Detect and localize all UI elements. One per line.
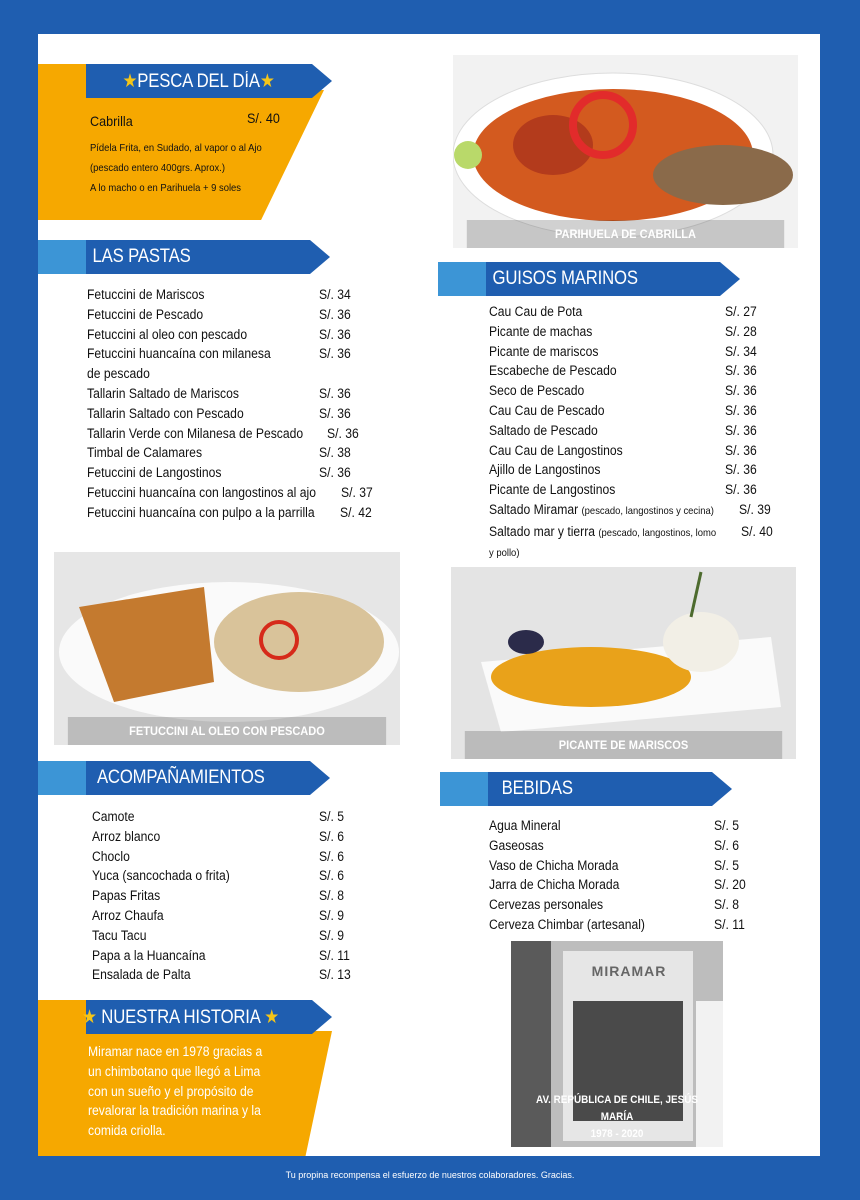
- item-name: Saltado de Pescado: [489, 422, 598, 438]
- list-item: [87, 463, 359, 483]
- item-name: Seco de Pescado: [489, 383, 585, 399]
- storefront-caption-2: 1978 - 2020: [590, 1128, 644, 1140]
- item-name: Tallarin Verde con Milanesa de Pescado: [87, 425, 304, 441]
- item-price: S/. 6: [319, 868, 344, 884]
- item-name: Fetuccini huancaína con milanesa: [87, 346, 271, 362]
- list-item: [87, 443, 359, 463]
- item-price: S/. 36: [319, 346, 351, 362]
- list-item: [87, 305, 359, 325]
- item-price: S/. 36: [327, 425, 359, 441]
- item-name: Saltado Miramar: [489, 501, 579, 517]
- item-price: [319, 364, 355, 384]
- guisos-list: [489, 302, 774, 563]
- storefront-photo: [511, 941, 723, 1147]
- footer-note: Tu propina recompensa el esfuerzo de nuestros colaboradores. Gracias.: [285, 1170, 575, 1180]
- item-price: S/. 36: [319, 465, 351, 481]
- item-price: S/. 36: [319, 306, 351, 322]
- item-name: Choclo: [92, 848, 130, 864]
- item-name: Ajillo de Langostinos: [489, 462, 601, 478]
- item-name: Escabeche de Pescado: [489, 363, 617, 379]
- item-name: Agua Mineral: [489, 818, 561, 833]
- item-price: S/. 13: [319, 967, 351, 983]
- item-price: S/. 28: [725, 323, 757, 339]
- list-item: [92, 866, 359, 886]
- star-icon: ★: [259, 70, 275, 92]
- list-item: [489, 875, 754, 895]
- parihuela-photo: [453, 55, 798, 248]
- list-item: [87, 364, 359, 384]
- item-price: S/. 42: [339, 504, 372, 520]
- item-name: de pescado: [87, 366, 150, 382]
- item-price: S/. 34: [319, 287, 351, 302]
- list-item: [489, 816, 754, 836]
- item-price: S/. 6: [319, 848, 344, 864]
- item-price: S/. 40: [741, 523, 774, 539]
- item-name: Fetuccini al oleo con pescado: [87, 326, 248, 342]
- item-name: Cerveza Chimbar (artesanal): [489, 916, 645, 932]
- item-price: S/. 27: [725, 304, 757, 319]
- item-price: S/. 38: [319, 445, 351, 461]
- item-name: Camote: [92, 809, 135, 824]
- item-name: Tallarin Saltado con Pescado: [87, 405, 244, 421]
- pesca-desc-2: (pescado entero 400grs. Aprox.): [90, 162, 226, 174]
- item-price: S/. 20: [714, 877, 746, 893]
- list-item: [489, 361, 765, 381]
- list-item: [87, 404, 359, 424]
- list-item: [489, 836, 754, 856]
- storefront-sign: MIRAMAR: [591, 963, 667, 979]
- item-name: Arroz blanco: [92, 828, 161, 844]
- list-item: [87, 384, 359, 404]
- guisos-banner: [438, 262, 740, 296]
- item-name: Fetuccini de Langostinos: [87, 465, 222, 481]
- item-price: S/. 6: [714, 837, 739, 853]
- item-name: Picante de machas: [489, 323, 593, 339]
- star-icon: ★: [122, 70, 138, 92]
- item-name: Picante de Langostinos: [489, 482, 616, 498]
- item-name: Picante de mariscos: [489, 343, 599, 359]
- bebidas-banner: [440, 772, 732, 806]
- historia-text: Miramar nace en 1978 gracias a un chimbotano que llegó a Lima con un sueño y el propósito de revalorar la tradición marina y la comida criolla.: [88, 1044, 263, 1139]
- item-sub: (pescado, langostinos y cecina): [581, 504, 714, 517]
- list-item: [489, 895, 754, 915]
- list-item: [489, 401, 765, 421]
- acomp-banner: [38, 761, 330, 795]
- item-name: Cau Cau de Langostinos: [489, 442, 623, 458]
- pastas-banner: [38, 240, 330, 274]
- item-name: Fetuccini de Pescado: [87, 306, 204, 322]
- pastas-title: LAS PASTAS: [92, 246, 191, 267]
- item-name: Fetuccini huancaína con pulpo a la parrilla: [87, 504, 315, 520]
- item-price: S/. 34: [725, 343, 757, 359]
- list-item: [87, 344, 359, 364]
- guisos-title: GUISOS MARINOS: [492, 268, 638, 289]
- star-icon: ★: [259, 1006, 280, 1028]
- list-item: [92, 946, 359, 966]
- list-item: [489, 441, 765, 461]
- list-item: [489, 856, 754, 876]
- item-price: S/. 36: [725, 383, 757, 399]
- item-price: S/. 36: [725, 363, 757, 379]
- item-price: S/. 11: [714, 916, 745, 932]
- item-price: S/. 36: [319, 405, 351, 421]
- bebidas-list: [489, 816, 754, 935]
- item-price: S/. 39: [738, 501, 771, 517]
- list-item: [92, 965, 359, 985]
- star-icon: ★: [82, 1006, 102, 1028]
- item-price: S/. 36: [319, 326, 351, 342]
- acomp-list: [92, 807, 359, 985]
- item-price: S/. 9: [319, 927, 344, 943]
- item-price: S/. 9: [319, 907, 344, 923]
- item-price: S/. 36: [725, 482, 757, 498]
- list-item: [87, 285, 359, 305]
- pesca-price: S/. 40: [247, 110, 280, 126]
- list-item: [489, 342, 765, 362]
- pastas-list: [87, 285, 374, 523]
- list-item: [87, 424, 359, 444]
- item-price: S/. 5: [714, 857, 739, 873]
- item-price: S/. 36: [725, 442, 757, 458]
- list-item: [87, 503, 372, 523]
- item-name: Timbal de Calamares: [87, 445, 203, 461]
- item-name: Jarra de Chicha Morada: [489, 877, 620, 893]
- pesca-desc-3: A lo macho o en Parihuela + 9 soles: [90, 182, 242, 194]
- list-item: [489, 500, 771, 522]
- list-item: [489, 322, 765, 342]
- list-item: [92, 886, 359, 906]
- item-name: Saltado mar y tierra: [489, 523, 596, 539]
- list-item: [489, 915, 754, 935]
- item-price: S/. 36: [725, 402, 757, 418]
- item-price: S/. 5: [319, 809, 344, 824]
- item-price: S/. 36: [319, 385, 351, 401]
- item-price: S/. 5: [714, 818, 739, 833]
- item-name: Fetuccini huancaína con langostinos al ajo: [87, 484, 316, 500]
- list-item: [87, 325, 359, 345]
- list-item: [489, 421, 765, 441]
- item-name: Yuca (sancochada o frita): [92, 868, 230, 884]
- acomp-title: ACOMPAÑAMIENTOS: [96, 767, 265, 788]
- pesca-desc-1: Pídela Frita, en Sudado, al vapor o al Ajo: [90, 142, 262, 154]
- item-price: S/. 11: [319, 947, 350, 963]
- item-price: S/. 6: [319, 828, 344, 844]
- item-name: Fetuccini de Mariscos: [87, 287, 205, 302]
- historia-banner: [38, 1000, 332, 1034]
- item-price: S/. 8: [319, 888, 344, 904]
- list-item: [489, 480, 765, 500]
- item-price: S/. 36: [725, 422, 757, 438]
- parihuela-caption: PARIHUELA DE CABRILLA: [467, 220, 784, 248]
- item-name: Papas Fritas: [92, 888, 161, 904]
- item-sub: (pescado, langostinos, lomo: [598, 526, 717, 539]
- pesca-title: PESCA DEL DÍA: [137, 70, 260, 92]
- list-item: [92, 807, 359, 827]
- list-item: [489, 460, 765, 480]
- item-price: S/. 36: [725, 462, 757, 478]
- fetuccini-caption: FETUCCINI AL OLEO CON PESCADO: [68, 717, 386, 745]
- picante-caption: PICANTE DE MARISCOS: [465, 731, 782, 759]
- list-item: [87, 483, 374, 503]
- item-name: Tacu Tacu: [92, 927, 147, 943]
- item-price: S/. 8: [714, 897, 739, 913]
- pesca-banner: [38, 64, 332, 98]
- item-name: Gaseosas: [489, 837, 544, 853]
- bebidas-title: BEBIDAS: [501, 778, 573, 799]
- list-item: [92, 906, 359, 926]
- item-name: Vaso de Chicha Morada: [489, 857, 619, 873]
- item-price: S/. 37: [341, 484, 374, 500]
- pesca-item: Cabrilla: [90, 113, 133, 129]
- item-sub: y pollo): [489, 546, 520, 559]
- list-item: [92, 827, 359, 847]
- item-name: Arroz Chaufa: [92, 907, 164, 923]
- historia-title: NUESTRA HISTORIA: [101, 1006, 260, 1028]
- item-name: Cau Cau de Pescado: [489, 402, 605, 418]
- item-name: Papa a la Huancaína: [92, 947, 206, 963]
- item-name: Cau Cau de Pota: [489, 304, 583, 319]
- list-item: [489, 522, 774, 544]
- picante-photo: [451, 567, 796, 759]
- list-item: [489, 302, 765, 322]
- list-item: [489, 381, 765, 401]
- item-name: Tallarin Saltado de Mariscos: [87, 385, 239, 401]
- list-item: [92, 847, 359, 867]
- list-item: [92, 926, 359, 946]
- fetuccini-photo: [54, 552, 400, 745]
- item-name: Cervezas personales: [489, 897, 604, 913]
- item-name: Ensalada de Palta: [92, 967, 191, 983]
- storefront-caption-1: AV. REPÚBLICA DE CHILE, JESÚS MARÍA: [536, 1094, 698, 1123]
